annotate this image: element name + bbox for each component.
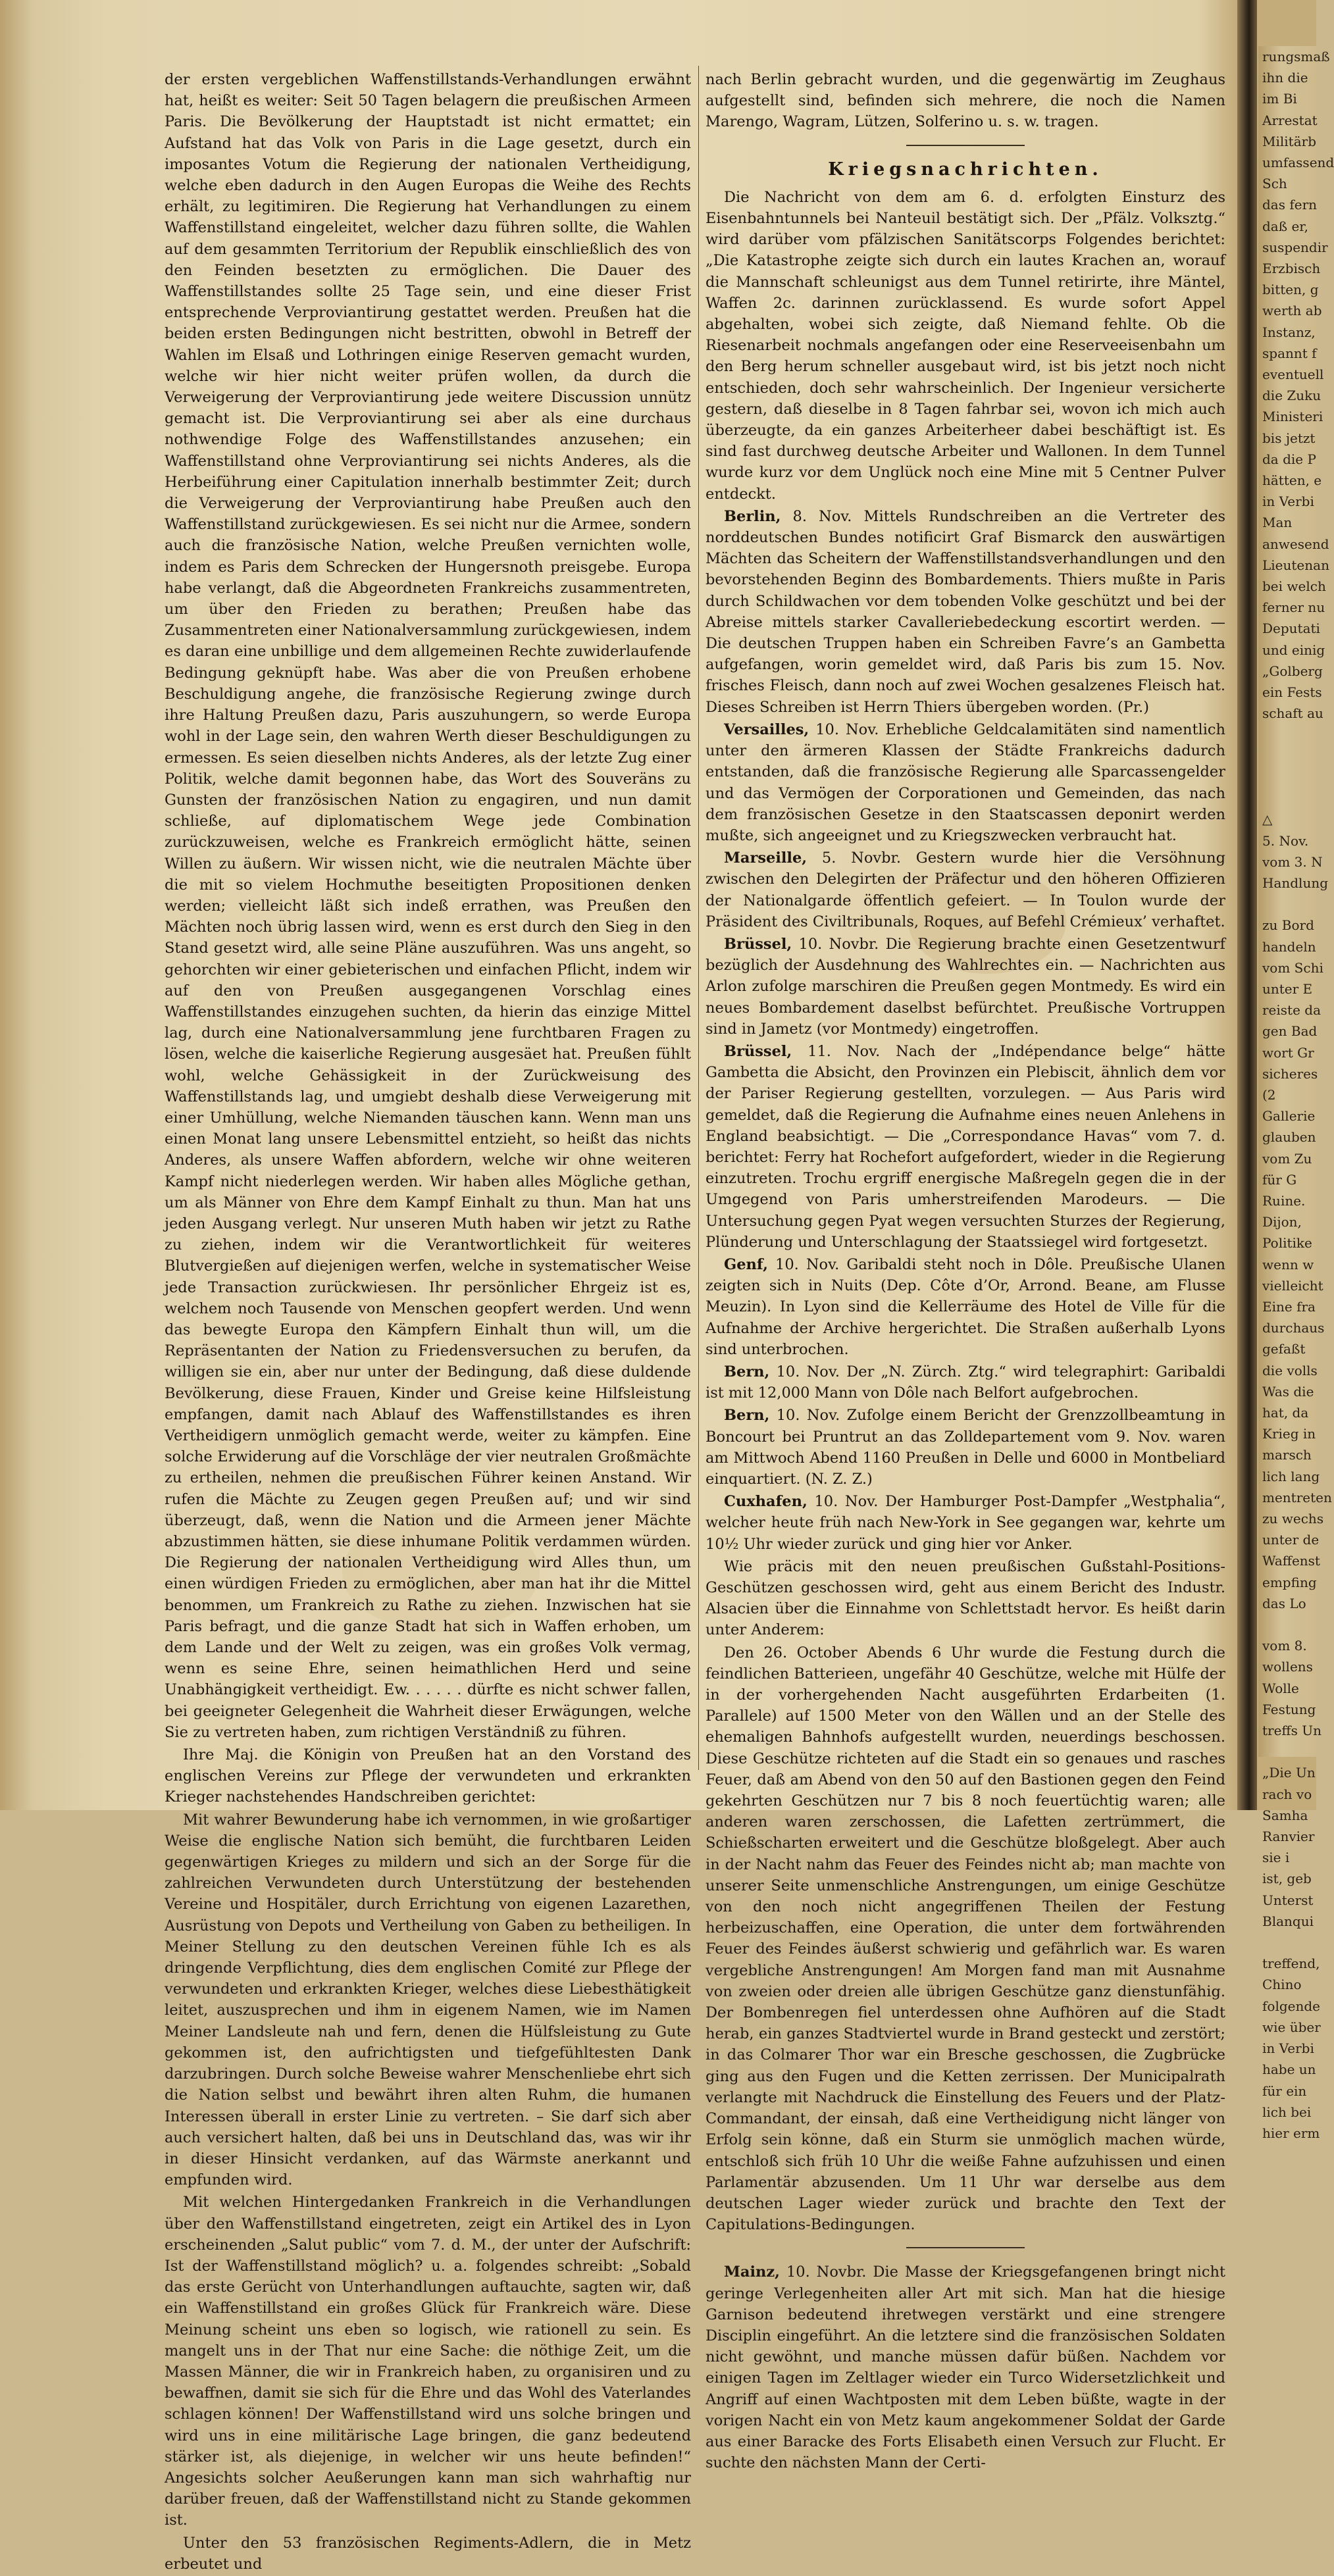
fragment-line: treffs Un <box>1262 1723 1321 1739</box>
report-bruessel-1 <box>705 934 1225 1040</box>
adjacent-page-fragment <box>1258 46 1334 2141</box>
mid-paragraph-tunnel: Die Nachricht von dem am 6. d. erfolgten Einsturz des Eisenbahntunnels bei Nanteuil bestätigt sich. Der „Pfälz. Volksztg.“ wird darüber vom pfälzischen Sanitätscorps Folgendes berichtet: „Die Katastrophe zeigte sich durch ein lautes Krachen an, worauf die Mannschaft schleunigst aus dem Tunnel retirirte, ihre Mäntel, Waffen 2c. darinnen zurücklassend. Es wurde sofort Appel abgehalten, wobei sich zeigte, daß Niemand fehlte. Ob die Riesenarbeit nochmals angefangen oder eine Reserveeisenbahn um den Berg herum schneller ausgebaut wird, ist bis jetzt noch nicht entschieden, doch sehr wahrscheinlich. Der Ingenieur versicherte gestern, daß dieselbe in 8 Tagen fahrbar sei, wovon ich mich auch überzeugte, da ein ganzes Arbeiterheer dabei beschäftigt ist. Es sind fast durchweg deutsche Arbeiter und Wallonen. In dem Tunnel wurde kurz vor dem Unglück noch eine Mine mit 5 Centner Pulver entdeckt. <box>705 188 1225 503</box>
report-text: 10. Novbr. Die Masse der Kriegsgefangenen bringt nicht geringe Verlegenheiten aller Art mit sich. Man hat die hiesige Garnison bedeutend ihretwegen verstärkt und eine strengere Disciplin eingeführt. An die letztere sind die französischen Soldaten nicht gewöhnt, und manche müssen dafür büßen. Nachdem vor einigen Tagen im Zeltlager wieder ein Turco Widersetzlichkeit und Angriff auf einen Wachtposten mit dem Leben büßte, wagte in der vorigen Nacht ein von Metz kaum angekommener Soldat der Garde aus einer Baracke des Forts Elisabeth einen Versuch zur Flucht. Er suchte den nächsten Mann der Certi- <box>705 2263 1226 2472</box>
fragment-line: daß er, <box>1262 218 1308 234</box>
left-paragraph-4: Mit welchen Hintergedanken Frankreich in die Verhandlungen über den Waffenstillstand eingetreten, zeigt ein Artikel des in Lyon erscheinenden „Salut public“ vom 7. d. M., der unter der Aufschrift: Ist der Waffenstillstand möglich? u. a. folgendes schreibt: „Sobald das erste Gerücht von Unterhandlungen auftauchte, sagten wir, daß ein Waffenstillstand ein großes Glück für Frankreich wäre. Diese Meinung scheint uns eben so logisch, wie rationell zu sein. Es mangelt uns in der That nur eine Sache: die nöthige Zeit, um die Massen Männer, die wir in Frankreich haben, zu organisiren und zu bewaffnen, damit sie sich für die Ehre und das Wohl des Vaterlandes schlagen können! Der Waffenstillstand wird uns solche bringen und wird uns in eine militärische Lage bringen, die ganz bedeutend stärker ist, als diejenige, in welcher wir uns heute befinden!“ Angesichts solcher Aeußerungen kann man sich wahrhaftig nur darüber freuen, daß der Waffenstillstand nicht zu Stande gekommen ist. <box>165 2194 691 2529</box>
fragment-line: hat, da <box>1262 1405 1309 1421</box>
fragment-line: Waffenst <box>1262 1553 1320 1569</box>
fragment-line: vom Schi <box>1262 959 1323 976</box>
fragment-line: Ranvier <box>1262 1829 1315 1845</box>
fragment-line: bis jetzt <box>1262 430 1316 446</box>
fragment-line: Wolle <box>1262 1680 1299 1696</box>
fragment-line: lich lang <box>1262 1468 1320 1484</box>
fragment-line: wie über <box>1262 2019 1321 2035</box>
fragment-line: die Zuku <box>1262 388 1321 404</box>
fragment-line: ist, geb <box>1262 1871 1312 1887</box>
fragment-line: in Verbi <box>1262 2040 1314 2057</box>
mid-paragraph-schlettstadt: Den 26. October Abends 6 Uhr wurde die Festung durch die feindlichen Batterieen, ungefähr 40 Geschütze, welche mit Hülfe der in der vorhergehenden Nacht ausgeführten Erdarbeiten (1. Parallele) auf 1500 Meter von den Wällen und an der Stelle des ehemaligen Bahnhofs aufgestellt wurden, neuerdings beschossen. Diese Geschütze richteten auf die Stadt ein so genaues und rasches Feuer, daß am Abend von den 50 auf den Bastionen gegen den Feind gekehrten Geschützen nur 7 bis 8 noch feuertüchtig waren; alle anderen waren zerschossen, die Lafetten zertrümmert, die Schießscharten erweitert und die Geschütze bloßgelegt. Aber auch in der Nacht nahm das Feuer des Feindes nicht ab; man machte von unserer Seite unmenschliche Anstrengungen, um einige Geschütze von den noch nicht angegriffenen Theilen der Festung herbeizuschaffen, eine Operation, die unter dem fortwährenden Feuer des Feindes äußerst schwierig und gefährlich war. Es waren vergebliche Anstrengungen! Am Morgen fand man mit Ausnahme von zweien oder dreien alle übrigen Geschütze ganz dienstunfähig. Der Bombenregen fiel unterdessen ohne Aufhören auf die Stadt herab, ein ganzes Stadtviertel wurde in Brand gesteckt und zerstört; in das Colmarer Thor war ein Bresche geschossen, die Zugbrücke ging aus den Fugen und die Ketten zerrissen. Der Municipalrath verlangte mit Nachdruck die Einstellung des Feuers und der Platz-Commandant, der einsah, daß eine Vertheidigung nicht länger von Erfolg sein könne, daß ein Sturm sie unmöglich machen würde, entschloß sich früh 10 Uhr die weiße Fahne aufzuhissen und einen Parlamentär abzusenden. Um 11 Uhr war derselbe aus dem deutschen Lager wieder zurück und brachte den Text der Capitulations-Bedingungen. <box>705 1644 1225 2234</box>
fragment-line: (2 <box>1262 1086 1276 1103</box>
fragment-line <box>1258 1741 1316 1762</box>
fragment-line: wort Gr <box>1262 1044 1314 1061</box>
report-place: Genf, <box>724 1255 768 1273</box>
report-text: 10. Nov. Der „N. Zürch. Ztg.“ wird telegraphirt: Garibaldi ist mit 12,000 Mann von Dôle nach Belfort aufgebrochen. <box>705 1363 1225 1402</box>
fragment-line: und einig <box>1262 642 1325 658</box>
column-divider <box>698 66 699 1770</box>
fragment-line: Gallerie <box>1262 1108 1316 1124</box>
fragment-line: werth ab <box>1262 303 1322 319</box>
fragment-line: sie i <box>1262 1850 1290 1866</box>
report-place: Berlin, <box>724 507 781 525</box>
fragment-line: habe un <box>1262 2061 1316 2078</box>
fragment-line: durchaus <box>1262 1320 1325 1336</box>
fragment-line: wollens <box>1262 1659 1313 1675</box>
fragment-line: lich bei <box>1262 2104 1312 2120</box>
fragment-line: Erzbisch <box>1262 261 1321 277</box>
fragment-line: schaft au <box>1262 705 1323 722</box>
left-column <box>165 69 691 2576</box>
report-text: 8. Nov. Mittels Rundschreiben an die Vertreter des norddeutschen Bundes notificirt Graf Bismarck den auswärtigen Mächten das Scheitern der Waffenstillstandsverhandlungen und den bevorstehenden Beginn des Bombardements. Thiers mußte in Paris durch Schildwachen vor dem tobenden Volke geschützt und bei der Abreise mittels starker Cavalleriebedeckung escortirt werden. — Die deutschen Truppen haben ein Schreiben Favre’s an Gambetta aufgefangen, worin gemeldet wird, daß Paris bis zum 15. Nov. frisches Fleisch, dann noch auf zwei Wochen gesalzenes Fleisch hat. Dieses Schreiben ist Herrn Thiers übergeben worden. (Pr.) <box>705 507 1225 716</box>
fragment-line: ferner nu <box>1262 599 1325 616</box>
fragment-line: „Golberg <box>1262 663 1323 679</box>
report-bern-2 <box>705 1405 1225 1490</box>
left-paragraph-5: Unter den 53 französischen Regiments-Adlern, die in Metz erbeutet und <box>165 2534 691 2573</box>
fragment-line: da die P <box>1262 451 1316 467</box>
fragment-line: sicheres <box>1262 1065 1318 1082</box>
report-place: Versailles, <box>724 720 809 738</box>
fragment-line: Was die <box>1262 1383 1314 1400</box>
report-text: 10. Nov. Erhebliche Geldcalamitäten sind namentlich unter den ärmeren Klassen der Städte Frankreichs dadurch entstanden, daß die französische Regierung alle Sparcassengelder und das Vermögen der Corporationen und Gemeinden, das nach dem französischen Gesetze in den Staatscassen deponirt werden mußte, sich angeeignet und zu Kriegszwecken verbraucht hat. <box>705 720 1225 844</box>
fragment-line <box>1258 745 1316 767</box>
fragment-line: bitten, g <box>1262 282 1319 298</box>
fragment-line: zu Bord <box>1262 917 1314 934</box>
fragment-line: glauben <box>1262 1129 1316 1146</box>
fragment-line: Man <box>1262 515 1293 531</box>
fragment-line: Arrestat <box>1262 112 1318 128</box>
fragment-line: spannt f <box>1262 345 1317 361</box>
report-bern-1 <box>705 1361 1225 1403</box>
section-separator <box>906 145 1025 146</box>
fragment-line: Samha <box>1262 1807 1308 1823</box>
fragment-line: Festung <box>1262 1701 1316 1717</box>
fragment-line: ein Fests <box>1262 684 1322 701</box>
fragment-line: vom 8. <box>1262 1638 1307 1654</box>
fragment-line: Dijon, <box>1262 1214 1302 1230</box>
fragment-line: Sch <box>1262 176 1287 192</box>
report-text: 10. Nov. Zufolge einem Bericht der Grenzzollbeamtung in Boncourt bei Pruntrut an das Zolldepartement vom 9. Nov. waren am Mittwoch Abend 1160 Preußen in Delle und 6000 in Montbeliard einquartiert. (N. Z. Z.) <box>705 1407 1226 1488</box>
fragment-line: Unterst <box>1262 1892 1314 1908</box>
fragment-line: vielleicht <box>1262 1277 1323 1294</box>
fragment-line: Ruine. <box>1262 1192 1306 1209</box>
fragment-line: hätten, e <box>1262 472 1322 489</box>
report-text: 10. Nov. Der Hamburger Post-Dampfer „Westphalia“, welcher heute früh nach New-York in See gegangen war, kehrte um 10½ Uhr wieder zurück und ging hier vor Anker. <box>705 1493 1226 1553</box>
left-paragraph-1: der ersten vergeblichen Waffenstillstands-Verhandlungen erwähnt hat, heißt es weiter: Seit 50 Tagen belagern die preußischen Armeen Paris. Die Bevölkerung der Hauptstadt ist nicht ermattet; ein Aufstand hat das Volk von Paris in die Lage gesetzt, durch ein imposantes Votum die Regierung der nationalen Vertheidigung, welche eben dadurch in den Augen Europas die Weihe des Rechts erhält, zu legitimiren. Die Regierung hat Verhandlungen zu einem Waffenstillstand eingeleitet, welcher dazu führen sollte, die Wahlen auf dem gesammten Territorium der Republik einschließlich des von den Feinden besetzten zu ermöglichen. Die Dauer des Waffenstillstandes sollte 25 Tage sein, und eine dieser Frist entsprechende Verproviantirung gestattet werden. Preußen hat die beiden ersten Bedingungen nicht bestritten, obwohl in Betreff der Wahlen im Elsaß und Lothringen einige Reserven gemacht wurden, welche wir hier nicht weiter prüfen wollen, da durch die Verweigerung der Verproviantirung jede weitere Discussion unnütz gemacht ist. Die Verproviantirung sei aber als eine durchaus nothwendige Folge des Waffenstillstandes anzusehen; ein Waffenstillstand ohne Verproviantirung sei nichts Anderes, als die Herbeiführung einer Capitulation innerhalb bestimmter Zeit; durch die Verweigerung der Verproviantirung habe Preußen auch den Waffenstillstand zurückgewiesen. Es sei nicht nur die Armee, sondern auch die französische Nation, welche Preußen vernichten wolle, indem es Paris dem Schrecken der Hungersnoth preisgebe. Europa habe verlangt, daß die Abgeordneten Frankreichs zusammentreten, um über den Frieden zu berathen; Preußen habe das Zusammentreten einer Nationalversammlung zurückgewiesen, indem es daran eine unbillige und dem allgemeinen Rechte zuwiderlaufende Bedingung geknüpft habe. Was aber die von Preußen erhobene Beschuldigung angehe, die französische Regierung zwinge durch ihre Haltung Preußen dazu, Paris auszuhungern, so werde Europa wohl in der Lage sein, den wahren Werth dieser Beschuldigungen zu ermessen. Es seien dieselben nichts Anderes, als der letzte Zug einer Politik, welche damit begonnen habe, das Wort des Souveräns zu Gunsten der französischen Nation zu engagiren, und nun damit schließe, auf diplomatischem Wege jede Combination zurückzuweisen, welche es Frankreich ermöglicht hätte, seinen Willen zu äußern. Wir wissen nicht, wie die neutralen Mächte über die mit so vielem Hochmuthe beseitigten Propositionen denken werden; vielleicht läßt sich indeß errathen, was Preußen den Mächten noch übrig lassen wird, wenn es erst durch den Sieg in den Stand gesetzt wird, alle seine Pläne auszuführen. Was uns angeht, so gehorchten wir einer gebieterischen und einfachen Pflicht, indem wir auf den von Preußen ausgegangenen Vorschlag eines Waffenstillstandes einzugehen suchten, da hierin das einzige Mittel lag, durch eine Nationalversammlung jene furchtbaren Fragen zu lösen, welche die kaiserliche Regierung ausgesäet hat. Preußen fühlt wohl, welche Gehässigkeit in der Zurückweisung des Waffenstillstands lag, und umgiebt deshalb diese Verweigerung mit einer Umhüllung, welche Niemanden täuschen kann. Wenn man uns einen Monat lang unsere Lebensmittel entzieht, so heißt das nichts Anderes, als unsere Waffen abfordern, welche wir ohne weiteren Kampf nicht niederlegen werden. Wir haben alles Mögliche gethan, um als Männer von Ehre dem Kampf Einhalt zu thun. Man hat uns jeden Ausgang verlegt. Nur unseren Muth haben wir jetzt zu Rathe zu ziehen, indem wir die Verantwortlichkeit für weiteres Blutvergießen auf diejenigen werfen, welche in systematischer Weise jede Transaction zurückwiesen. Ihr persönlicher Ehrgeiz ist es, welchem noch Tausende von Menschen geopfert werden. Und wenn das bewegte Europa den Kämpfern Einhalt thun will, um die Repräsentanten der Nation zu Friedensversuchen zu berufen, da willigen sie ein, aber nur unter der Bedingung, daß diese duldende Bevölkerung, diese Frauen, Kinder und Greise keine Hilfsleistung empfangen, damit nach Ablauf des Waffenstillstandes es ihren Vertheidigern unmöglich gemacht werde, weiter zu kämpfen. Eine solche Erwiderung auf die Vorschläge der vier neutralen Großmächte zu ertheilen, nehmen die preußischen Führer keinen Anstand. Wir rufen die Mächte zu Zeugen gegen Preußen auf; und wir sind überzeugt, daß, wenn die Nation und die Armeen jener Mächte abzustimmen hätten, sie diese inhumane Politik verdammen würden. Die Regierung der nationalen Vertheidigung wird Alles thun, um einen würdigen Frieden zu ermöglichen, aber man hat ihr die Mittel benommen, um Frankreich zu Rathe zu ziehen. Inzwischen hat sie Paris befragt, und die ganze Stadt hat sich in Waffen erhoben, um dem Lande und der Welt zu zeigen, was ein großes Volk vermag, wenn es seine Ehre, seinen heimathlichen Herd und seine Unabhängigkeit vertheidigt. Ew. . . . . . dürfte es nicht schwer fallen, bei geeigneter Gelegenheit die Wahrheit dieser Erwägungen, welche Sie zu vertreten haben, zum richtigen Verständniß zu führen. <box>165 71 691 1741</box>
section-heading-kriegsnachrichten: Kriegsnachrichten. <box>828 159 1103 180</box>
fragment-line: in Verbi <box>1262 493 1314 510</box>
fragment-line: zu wechs <box>1262 1511 1324 1527</box>
fragment-line: gefaßt <box>1262 1341 1306 1357</box>
fragment-line: Krieg in <box>1262 1426 1316 1442</box>
fragment-line: Politike <box>1262 1235 1312 1251</box>
fragment-line: Chino <box>1262 1977 1302 1993</box>
fragment-line: marsch <box>1262 1447 1312 1463</box>
fragment-line: wenn w <box>1262 1256 1314 1273</box>
book-binding-gutter <box>1237 0 1257 1810</box>
fragment-line <box>1258 788 1316 809</box>
report-cuxhafen <box>705 1491 1225 1555</box>
report-marseille <box>705 847 1225 932</box>
report-mainz <box>705 2261 1225 2473</box>
report-place: Bern, <box>724 1363 770 1380</box>
fragment-line: Ministeri <box>1262 409 1323 425</box>
report-place: Cuxhafen, <box>724 1493 808 1511</box>
fragment-line: „Die Un <box>1262 1765 1316 1781</box>
fragment-line <box>1258 724 1316 745</box>
report-place: Mainz, <box>724 2263 781 2281</box>
fragment-line: reiste da <box>1262 1002 1321 1019</box>
fragment-line: empfing <box>1262 1574 1317 1590</box>
fragment-line <box>1258 894 1316 915</box>
fragment-line <box>1258 1932 1316 1953</box>
report-place: Brüssel, <box>724 935 792 953</box>
fragment-line: vom 3. N <box>1262 853 1323 870</box>
report-place: Bern, <box>724 1407 770 1425</box>
fragment-line: suspendir <box>1262 239 1328 255</box>
fragment-line: Militärb <box>1262 133 1316 149</box>
fragment-line: bei welch <box>1262 578 1326 595</box>
report-berlin <box>705 506 1225 718</box>
fragment-line: Instanz, <box>1262 324 1316 340</box>
left-paragraph-2: Ihre Maj. die Königin von Preußen hat an den Vorstand des englischen Vereins zur Pflege der verwundeten und erkrankten Krieger nachstehendes Handschreiben gerichtet: <box>165 1746 691 1806</box>
report-place: Brüssel, <box>724 1042 792 1060</box>
fragment-line: umfassend <box>1262 155 1334 171</box>
fragment-line: rach vo <box>1262 1786 1312 1802</box>
fragment-line: das Lo <box>1262 1595 1306 1611</box>
report-text: 5. Novbr. Gestern wurde hier die Versöhnung zwischen den Delegirten der Präfectur und den höheren Offizieren der Nationalgarde öffentlich gefeiert. — In Toulon wurde der Präsident des Civiltribunals, Roques, auf Befehl Crémieux’ verhaftet. <box>705 849 1225 930</box>
fragment-line: die volls <box>1262 1362 1318 1378</box>
fragment-line: rungsmaß <box>1262 49 1330 64</box>
mid-paragraph-gussstahl: Wie präcis mit den neuen preußischen Gußstahl-Positions-Geschützen geschossen wird, geht aus einem Bericht des Industr. Alsacien über die Einnahme von Schlettstadt hervor. Es heißt darin unter Anderem: <box>705 1557 1225 1639</box>
report-place: Marseille, <box>724 849 808 867</box>
report-text: 10. Novbr. Die Regierung brachte einen Gesetzentwurf bezüglich der Ausdehnung des Wahlrechtes ein. — Nachrichten aus Arlon zufolge marschiren die Preußen gegen Montmedy. Es wird ein neues Bombardement daselbst befürchtet. Preußische Vortruppen sind in Jametz (vor Montmedy) eingetroffen. <box>705 935 1225 1038</box>
fragment-line: 5. Nov. <box>1262 832 1309 849</box>
fragment-line: unter de <box>1262 1532 1320 1548</box>
fragment-line: Eine fra <box>1262 1298 1316 1315</box>
fragment-line: △ <box>1262 811 1273 828</box>
left-paragraph-3: Mit wahrer Bewunderung habe ich vernommen, in wie großartiger Weise die englische Nation sich bemüht, die furchtbaren Leiden gegenwärtigen Krieges zu mildern und sich an der Sorge für die zahlreichen Verwundeten durch Unterstützung der bestehenden Vereine und Hospitäler, durch Errichtung von eigenen Lazarethen, Ausrüstung von Depots und Vertheilung von Gaben zu betheiligen. In Meiner Stellung zu den deutschen Vereinen fühle Ich es als dringende Verpflichtung, dies dem englischen Comité zur Pflege der verwundeten und erkrankten Krieger, welches diese Liebesthätigkeit leitet, auszusprechen und ihm in eigenem Namen, wie im Namen Meiner Landsleute nah und fern, denen die Hülfsleistung zu Gute gekommen ist, den aufrichtigsten und tiefgefühltesten Dank darzubringen. Durch solche Beweise wahrer Menschenliebe ehrt sich die Nation selbst und bewährt ihren alten Ruhm, die humanen Interessen überall in erster Linie zu vertreten. – Sie darf sich aber auch versichert halten, daß bei uns in Deutschland das, was wir ihr in dieser Hinsicht verdanken, auf das Wärmste anerkannt und empfunden wird. <box>165 1811 691 2189</box>
report-genf <box>705 1254 1225 1360</box>
mid-intro: nach Berlin gebracht wurden, und die gegenwärtig im Zeughaus aufgestellt sind, befinden sich mehrere, die noch die Namen Marengo, Wagram, Lützen, Solferino u. s. w. tragen. <box>705 71 1225 131</box>
fragment-line: im Bi <box>1262 91 1297 107</box>
fragment-line: das fern <box>1262 197 1318 213</box>
report-text: 11. Nov. Nach der „Indépendance belge“ hätte Gambetta die Absicht, den Provinzen ein Plebiscit, ähnlich dem vor der Pariser Regierung gestellten, vorzulegen. — Aus Paris wird gemeldet, daß die Regierung die Aufnahme eines neuen Anlehens in England beabsichtigt. — Die „Correspondance Havas“ vom 7. d. berichtet: Ferry hat Rochefort aufgefordert, wieder in die Regierung einzutreten. Trochu ergriff energische Maßregeln gegen die in der Umgegend von Paris umherstreifenden Marodeurs. — Die Untersuchung gegen Pyat wegen versuchten Sturzes der Regierung, Plünderung und Unterschlagung der Staatssiegel wird fortgesetzt. <box>705 1042 1225 1251</box>
fragment-line: für ein <box>1262 2083 1307 2099</box>
fragment-line: mentreten <box>1262 1489 1332 1505</box>
report-bruessel-2 <box>705 1041 1225 1253</box>
fragment-line: gen Bad <box>1262 1023 1318 1040</box>
fragment-line: handeln <box>1262 938 1316 955</box>
fragment-line: Handlung <box>1262 874 1329 891</box>
fragment-line <box>1258 1614 1316 1635</box>
fragment-line: eventuell <box>1262 366 1324 383</box>
fragment-line <box>1258 767 1316 788</box>
middle-column <box>705 69 1225 2475</box>
fragment-line: Lieutenan <box>1262 557 1329 573</box>
report-text: 10. Nov. Garibaldi steht noch in Dôle. Preußische Ulanen zeigten sich in Nuits (Dep. Côte d’Or, Arrond. Beane, am Flusse Meuzin). In Lyon sind die Kellerräume des Hotel de Ville für die Aufnahme der Archive hergerichtet. Die Straßen außerhalb Lyons sind unterbrochen. <box>705 1255 1225 1358</box>
report-versailles <box>705 719 1225 846</box>
fragment-line: unter E <box>1262 980 1313 997</box>
fragment-line: ihn die <box>1262 70 1308 86</box>
fragment-line: hier erm <box>1262 2125 1320 2141</box>
fragment-line: für G <box>1262 1171 1297 1188</box>
fragment-line: vom Zu <box>1262 1150 1312 1167</box>
fragment-line: folgende <box>1262 1998 1320 2014</box>
fragment-line: Deputati <box>1262 620 1320 637</box>
fragment-line: Blanqui <box>1262 1913 1314 1929</box>
section-separator <box>906 2247 1025 2248</box>
fragment-line: treffend, <box>1262 1956 1320 1972</box>
fragment-line: anwesend <box>1262 536 1329 552</box>
